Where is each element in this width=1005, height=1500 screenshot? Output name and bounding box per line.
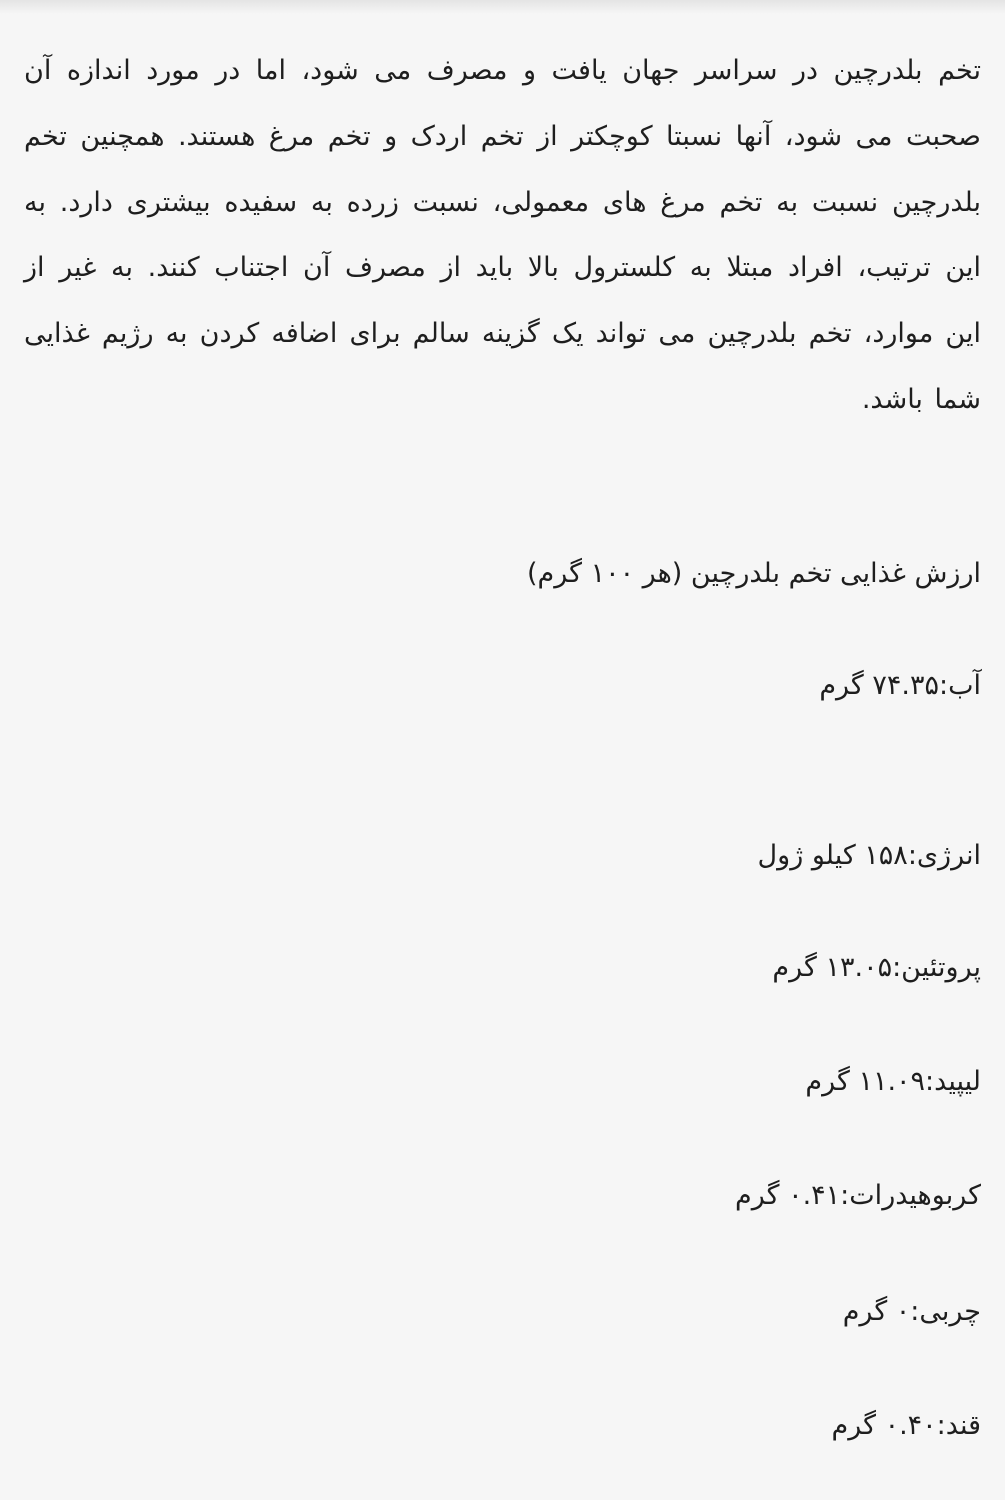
nutrient-water: آب:۷۴.۳۵ گرم xyxy=(819,670,981,701)
nutrition-heading: ارزش غذایی تخم بلدرچین (هر ۱۰۰ گرم) xyxy=(526,558,981,589)
nutrient-protein: پروتئین:۱۳.۰۵ گرم xyxy=(772,952,981,983)
nutrient-carbohydrate: کربوهیدرات:۰.۴۱ گرم xyxy=(735,1180,981,1211)
top-shadow xyxy=(0,0,1005,14)
intro-paragraph: تخم بلدرچین در سراسر جهان یافت و مصرف می شود، اما در مورد اندازه آن صحبت می شود، آنها نسبتا کوچکتر از تخم اردک و تخم مرغ هستند. همچنین تخم بلدرچین نسبت به تخم مرغ های معمولی، نسبت زرده به سفیده بیشتری دارد. به این ترتیب، افراد مبتلا به کلسترول بالا باید از مصرف آن اجتناب کنند. به غیر از این موارد، تخم بلدرچین می تواند یک گزینه سالم برای اضافه کردن به رژیم غذایی شما باشد. xyxy=(24,55,981,415)
nutrient-fat: چربی:۰ گرم xyxy=(842,1296,981,1327)
nutrient-energy: انرژی:۱۵۸ کیلو ژول xyxy=(757,840,981,871)
nutrient-lipid: لیپید:۱۱.۰۹ گرم xyxy=(805,1066,981,1097)
nutrient-sugar: قند:۰.۴۰ گرم xyxy=(831,1410,981,1441)
